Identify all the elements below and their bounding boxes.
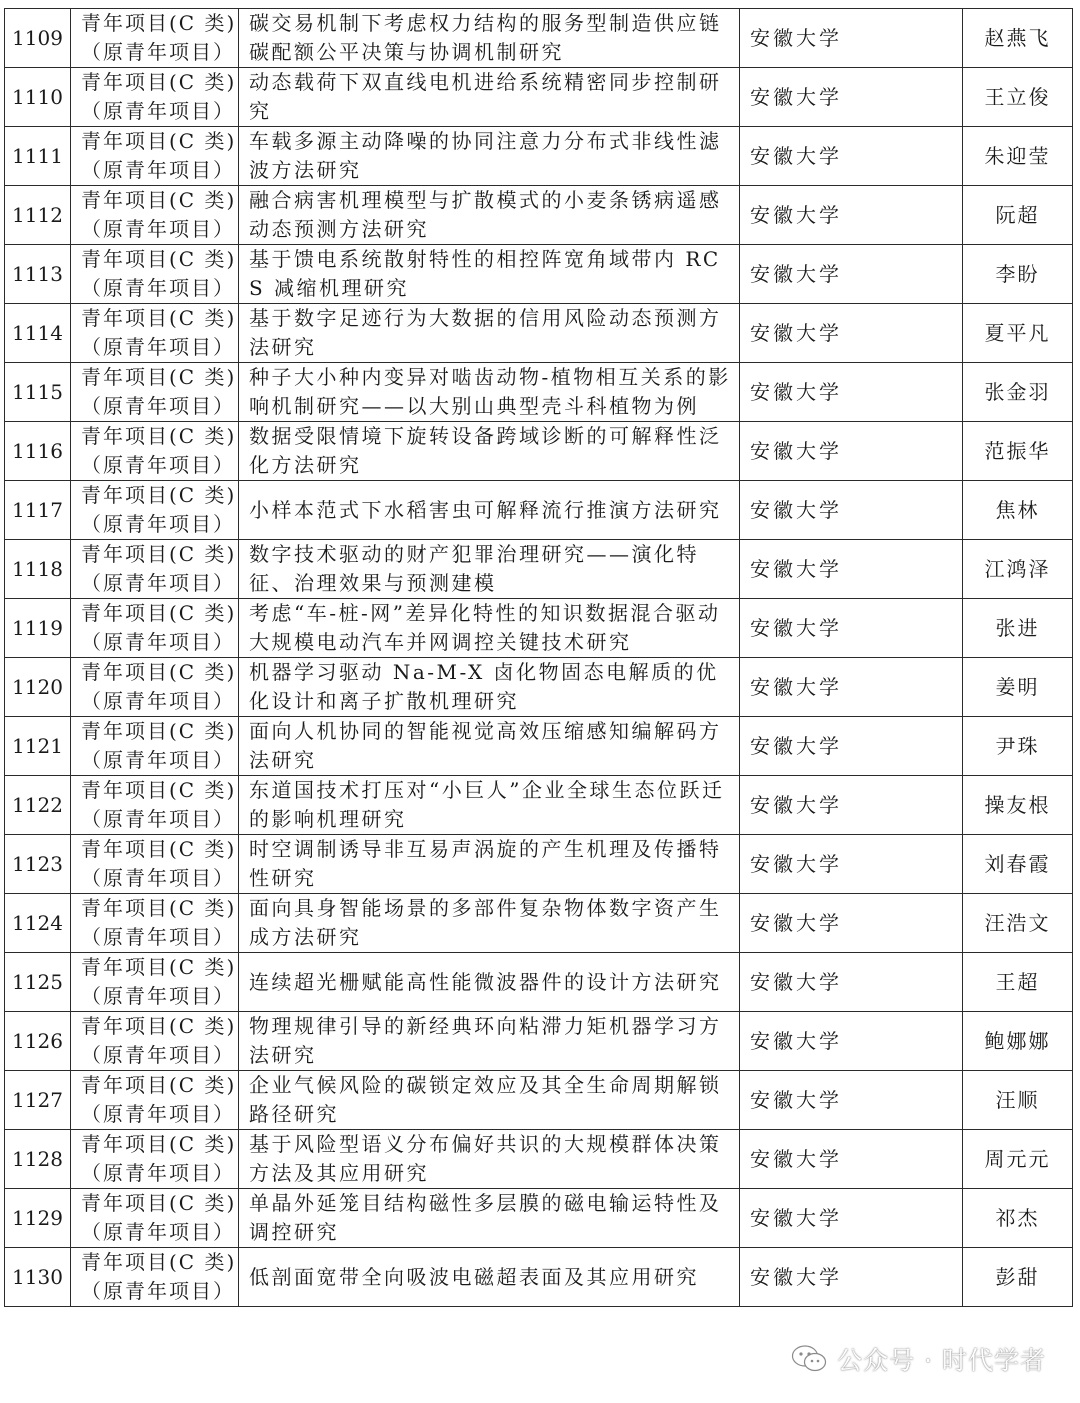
row-number: 1127 — [5, 1071, 71, 1130]
project-title: 小样本范式下水稻害虫可解释流行推演方法研究 — [239, 481, 740, 540]
institution: 安徽大学 — [740, 835, 963, 894]
row-number: 1118 — [5, 540, 71, 599]
table-row — [5, 658, 1073, 717]
watermark-text: 公众号 · 时代学者 — [837, 1346, 1046, 1375]
project-title: 车载多源主动降噪的协同注意力分布式非线性滤波方法研究 — [239, 127, 740, 186]
watermark — [791, 1341, 1046, 1377]
institution: 安徽大学 — [740, 1130, 963, 1189]
project-type-note: （原青年项目） — [81, 571, 235, 595]
row-number: 1129 — [5, 1189, 71, 1248]
project-type: 青年项目(C 类) — [81, 483, 237, 507]
table-row — [5, 776, 1073, 835]
project-title: 物理规律引导的新经典环向粘滞力矩机器学习方法研究 — [239, 1012, 740, 1071]
project-type-cell — [71, 9, 239, 68]
project-type-note: （原青年项目） — [81, 158, 235, 182]
project-type: 青年项目(C 类) — [81, 247, 237, 271]
principal-investigator: 赵燕飞 — [963, 9, 1073, 68]
project-type: 青年项目(C 类) — [81, 660, 237, 684]
principal-investigator: 汪浩文 — [963, 894, 1073, 953]
institution: 安徽大学 — [740, 540, 963, 599]
principal-investigator: 尹珠 — [963, 717, 1073, 776]
project-title: 融合病害机理模型与扩散模式的小麦条锈病遥感动态预测方法研究 — [239, 186, 740, 245]
project-type: 青年项目(C 类) — [81, 70, 237, 94]
project-type: 青年项目(C 类) — [81, 719, 237, 743]
principal-investigator: 李盼 — [963, 245, 1073, 304]
table-row — [5, 953, 1073, 1012]
project-type-note: （原青年项目） — [81, 1043, 235, 1067]
institution: 安徽大学 — [740, 186, 963, 245]
row-number: 1115 — [5, 363, 71, 422]
principal-investigator: 鲍娜娜 — [963, 1012, 1073, 1071]
project-type-cell — [71, 540, 239, 599]
project-type: 青年项目(C 类) — [81, 601, 237, 625]
table-row — [5, 68, 1073, 127]
row-number: 1110 — [5, 68, 71, 127]
institution: 安徽大学 — [740, 68, 963, 127]
project-type: 青年项目(C 类) — [81, 542, 237, 566]
institution: 安徽大学 — [740, 245, 963, 304]
project-type-cell — [71, 304, 239, 363]
project-title: 种子大小种内变异对啮齿动物-植物相互关系的影响机制研究——以大别山典型壳斗科植物为例 — [239, 363, 740, 422]
project-type-cell — [71, 776, 239, 835]
project-title: 考虑“车-桩-网”差异化特性的知识数据混合驱动大规模电动汽车并网调控关键技术研究 — [239, 599, 740, 658]
institution: 安徽大学 — [740, 127, 963, 186]
table-row — [5, 363, 1073, 422]
project-type: 青年项目(C 类) — [81, 896, 237, 920]
principal-investigator: 江鸿泽 — [963, 540, 1073, 599]
row-number: 1124 — [5, 894, 71, 953]
project-title: 面向人机协同的智能视觉高效压缩感知编解码方法研究 — [239, 717, 740, 776]
institution: 安徽大学 — [740, 1012, 963, 1071]
project-title: 动态载荷下双直线电机进给系统精密同步控制研究 — [239, 68, 740, 127]
wechat-icon — [791, 1344, 827, 1374]
institution: 安徽大学 — [740, 953, 963, 1012]
table-row — [5, 540, 1073, 599]
project-type-cell — [71, 894, 239, 953]
row-number: 1109 — [5, 9, 71, 68]
institution: 安徽大学 — [740, 717, 963, 776]
institution: 安徽大学 — [740, 1071, 963, 1130]
project-type-note: （原青年项目） — [81, 1220, 235, 1244]
project-type: 青年项目(C 类) — [81, 1014, 237, 1038]
project-table — [4, 8, 1073, 1307]
project-type-note: （原青年项目） — [81, 866, 235, 890]
project-type: 青年项目(C 类) — [81, 1191, 237, 1215]
row-number: 1111 — [5, 127, 71, 186]
project-type-cell — [71, 245, 239, 304]
table-row — [5, 186, 1073, 245]
row-number: 1130 — [5, 1248, 71, 1307]
project-type: 青年项目(C 类) — [81, 955, 237, 979]
project-type-note: （原青年项目） — [81, 276, 235, 300]
principal-investigator: 王立俊 — [963, 68, 1073, 127]
project-type-note: （原青年项目） — [81, 807, 235, 831]
project-type-cell — [71, 835, 239, 894]
row-number: 1123 — [5, 835, 71, 894]
project-title: 低剖面宽带全向吸波电磁超表面及其应用研究 — [239, 1248, 740, 1307]
table-row — [5, 481, 1073, 540]
institution: 安徽大学 — [740, 776, 963, 835]
table-row — [5, 1071, 1073, 1130]
project-title: 基于数字足迹行为大数据的信用风险动态预测方法研究 — [239, 304, 740, 363]
table-row — [5, 422, 1073, 481]
table-row — [5, 1012, 1073, 1071]
project-type-cell — [71, 1071, 239, 1130]
principal-investigator: 周元元 — [963, 1130, 1073, 1189]
project-type-note: （原青年项目） — [81, 1279, 235, 1303]
principal-investigator: 王超 — [963, 953, 1073, 1012]
row-number: 1116 — [5, 422, 71, 481]
project-title: 东道国技术打压对“小巨人”企业全球生态位跃迁的影响机理研究 — [239, 776, 740, 835]
project-title: 企业气候风险的碳锁定效应及其全生命周期解锁路径研究 — [239, 1071, 740, 1130]
table-row — [5, 9, 1073, 68]
table-row — [5, 835, 1073, 894]
project-type: 青年项目(C 类) — [81, 837, 237, 861]
project-type: 青年项目(C 类) — [81, 365, 237, 389]
table-row — [5, 1189, 1073, 1248]
row-number: 1122 — [5, 776, 71, 835]
row-number: 1126 — [5, 1012, 71, 1071]
project-type: 青年项目(C 类) — [81, 188, 237, 212]
project-type-note: （原青年项目） — [81, 1102, 235, 1126]
row-number: 1114 — [5, 304, 71, 363]
institution: 安徽大学 — [740, 1189, 963, 1248]
row-number: 1125 — [5, 953, 71, 1012]
principal-investigator: 汪顺 — [963, 1071, 1073, 1130]
project-type: 青年项目(C 类) — [81, 1250, 237, 1274]
row-number: 1119 — [5, 599, 71, 658]
project-type-cell — [71, 127, 239, 186]
project-type-cell — [71, 1248, 239, 1307]
project-title: 单晶外延笼目结构磁性多层膜的磁电输运特性及调控研究 — [239, 1189, 740, 1248]
project-type: 青年项目(C 类) — [81, 424, 237, 448]
project-type-cell — [71, 1189, 239, 1248]
project-type-cell — [71, 1130, 239, 1189]
project-type: 青年项目(C 类) — [81, 306, 237, 330]
project-type-note: （原青年项目） — [81, 748, 235, 772]
project-type: 青年项目(C 类) — [81, 1073, 237, 1097]
row-number: 1113 — [5, 245, 71, 304]
project-type: 青年项目(C 类) — [81, 1132, 237, 1156]
table-row — [5, 599, 1073, 658]
principal-investigator: 刘春霞 — [963, 835, 1073, 894]
project-type-cell — [71, 658, 239, 717]
project-type-note: （原青年项目） — [81, 984, 235, 1008]
project-type-note: （原青年项目） — [81, 630, 235, 654]
institution: 安徽大学 — [740, 481, 963, 540]
row-number: 1112 — [5, 186, 71, 245]
institution: 安徽大学 — [740, 599, 963, 658]
project-type-note: （原青年项目） — [81, 689, 235, 713]
project-type-cell — [71, 1012, 239, 1071]
project-type-cell — [71, 186, 239, 245]
project-title: 碳交易机制下考虑权力结构的服务型制造供应链碳配额公平决策与协调机制研究 — [239, 9, 740, 68]
principal-investigator: 姜明 — [963, 658, 1073, 717]
table-row — [5, 1130, 1073, 1189]
row-number: 1121 — [5, 717, 71, 776]
table-row — [5, 717, 1073, 776]
project-type-note: （原青年项目） — [81, 1161, 235, 1185]
principal-investigator: 范振华 — [963, 422, 1073, 481]
principal-investigator: 张进 — [963, 599, 1073, 658]
project-type-cell — [71, 422, 239, 481]
table-row — [5, 894, 1073, 953]
project-title: 面向具身智能场景的多部件复杂物体数字资产生成方法研究 — [239, 894, 740, 953]
institution: 安徽大学 — [740, 658, 963, 717]
institution: 安徽大学 — [740, 422, 963, 481]
table-row — [5, 304, 1073, 363]
principal-investigator: 朱迎莹 — [963, 127, 1073, 186]
project-type-note: （原青年项目） — [81, 40, 235, 64]
project-title: 基于风险型语义分布偏好共识的大规模群体决策方法及其应用研究 — [239, 1130, 740, 1189]
project-type: 青年项目(C 类) — [81, 129, 237, 153]
project-title: 连续超光栅赋能高性能微波器件的设计方法研究 — [239, 953, 740, 1012]
institution: 安徽大学 — [740, 304, 963, 363]
principal-investigator: 焦林 — [963, 481, 1073, 540]
project-title: 基于馈电系统散射特性的相控阵宽角域带内 RCS 减缩机理研究 — [239, 245, 740, 304]
project-type-note: （原青年项目） — [81, 394, 235, 418]
project-type-cell — [71, 953, 239, 1012]
institution: 安徽大学 — [740, 894, 963, 953]
project-type-note: （原青年项目） — [81, 217, 235, 241]
row-number: 1128 — [5, 1130, 71, 1189]
institution: 安徽大学 — [740, 1248, 963, 1307]
project-type: 青年项目(C 类) — [81, 11, 237, 35]
project-type-cell — [71, 363, 239, 422]
project-type-cell — [71, 599, 239, 658]
project-type-cell — [71, 717, 239, 776]
row-number: 1120 — [5, 658, 71, 717]
principal-investigator: 祁杰 — [963, 1189, 1073, 1248]
project-type-cell — [71, 68, 239, 127]
project-title: 数据受限情境下旋转设备跨域诊断的可解释性泛化方法研究 — [239, 422, 740, 481]
principal-investigator: 张金羽 — [963, 363, 1073, 422]
table-body — [5, 9, 1073, 1307]
principal-investigator: 操友根 — [963, 776, 1073, 835]
project-type-note: （原青年项目） — [81, 335, 235, 359]
table-row — [5, 127, 1073, 186]
principal-investigator: 阮超 — [963, 186, 1073, 245]
project-type-cell — [71, 481, 239, 540]
project-type-note: （原青年项目） — [81, 512, 235, 536]
principal-investigator: 夏平凡 — [963, 304, 1073, 363]
table-row — [5, 1248, 1073, 1307]
project-type-note: （原青年项目） — [81, 99, 235, 123]
project-title: 时空调制诱导非互易声涡旋的产生机理及传播特性研究 — [239, 835, 740, 894]
project-title: 机器学习驱动 Na-M-X 卤化物固态电解质的优化设计和离子扩散机理研究 — [239, 658, 740, 717]
project-type-note: （原青年项目） — [81, 925, 235, 949]
principal-investigator: 彭甜 — [963, 1248, 1073, 1307]
project-title: 数字技术驱动的财产犯罪治理研究——演化特征、治理效果与预测建模 — [239, 540, 740, 599]
table-row — [5, 245, 1073, 304]
project-type: 青年项目(C 类) — [81, 778, 237, 802]
row-number: 1117 — [5, 481, 71, 540]
institution: 安徽大学 — [740, 363, 963, 422]
project-type-note: （原青年项目） — [81, 453, 235, 477]
institution: 安徽大学 — [740, 9, 963, 68]
